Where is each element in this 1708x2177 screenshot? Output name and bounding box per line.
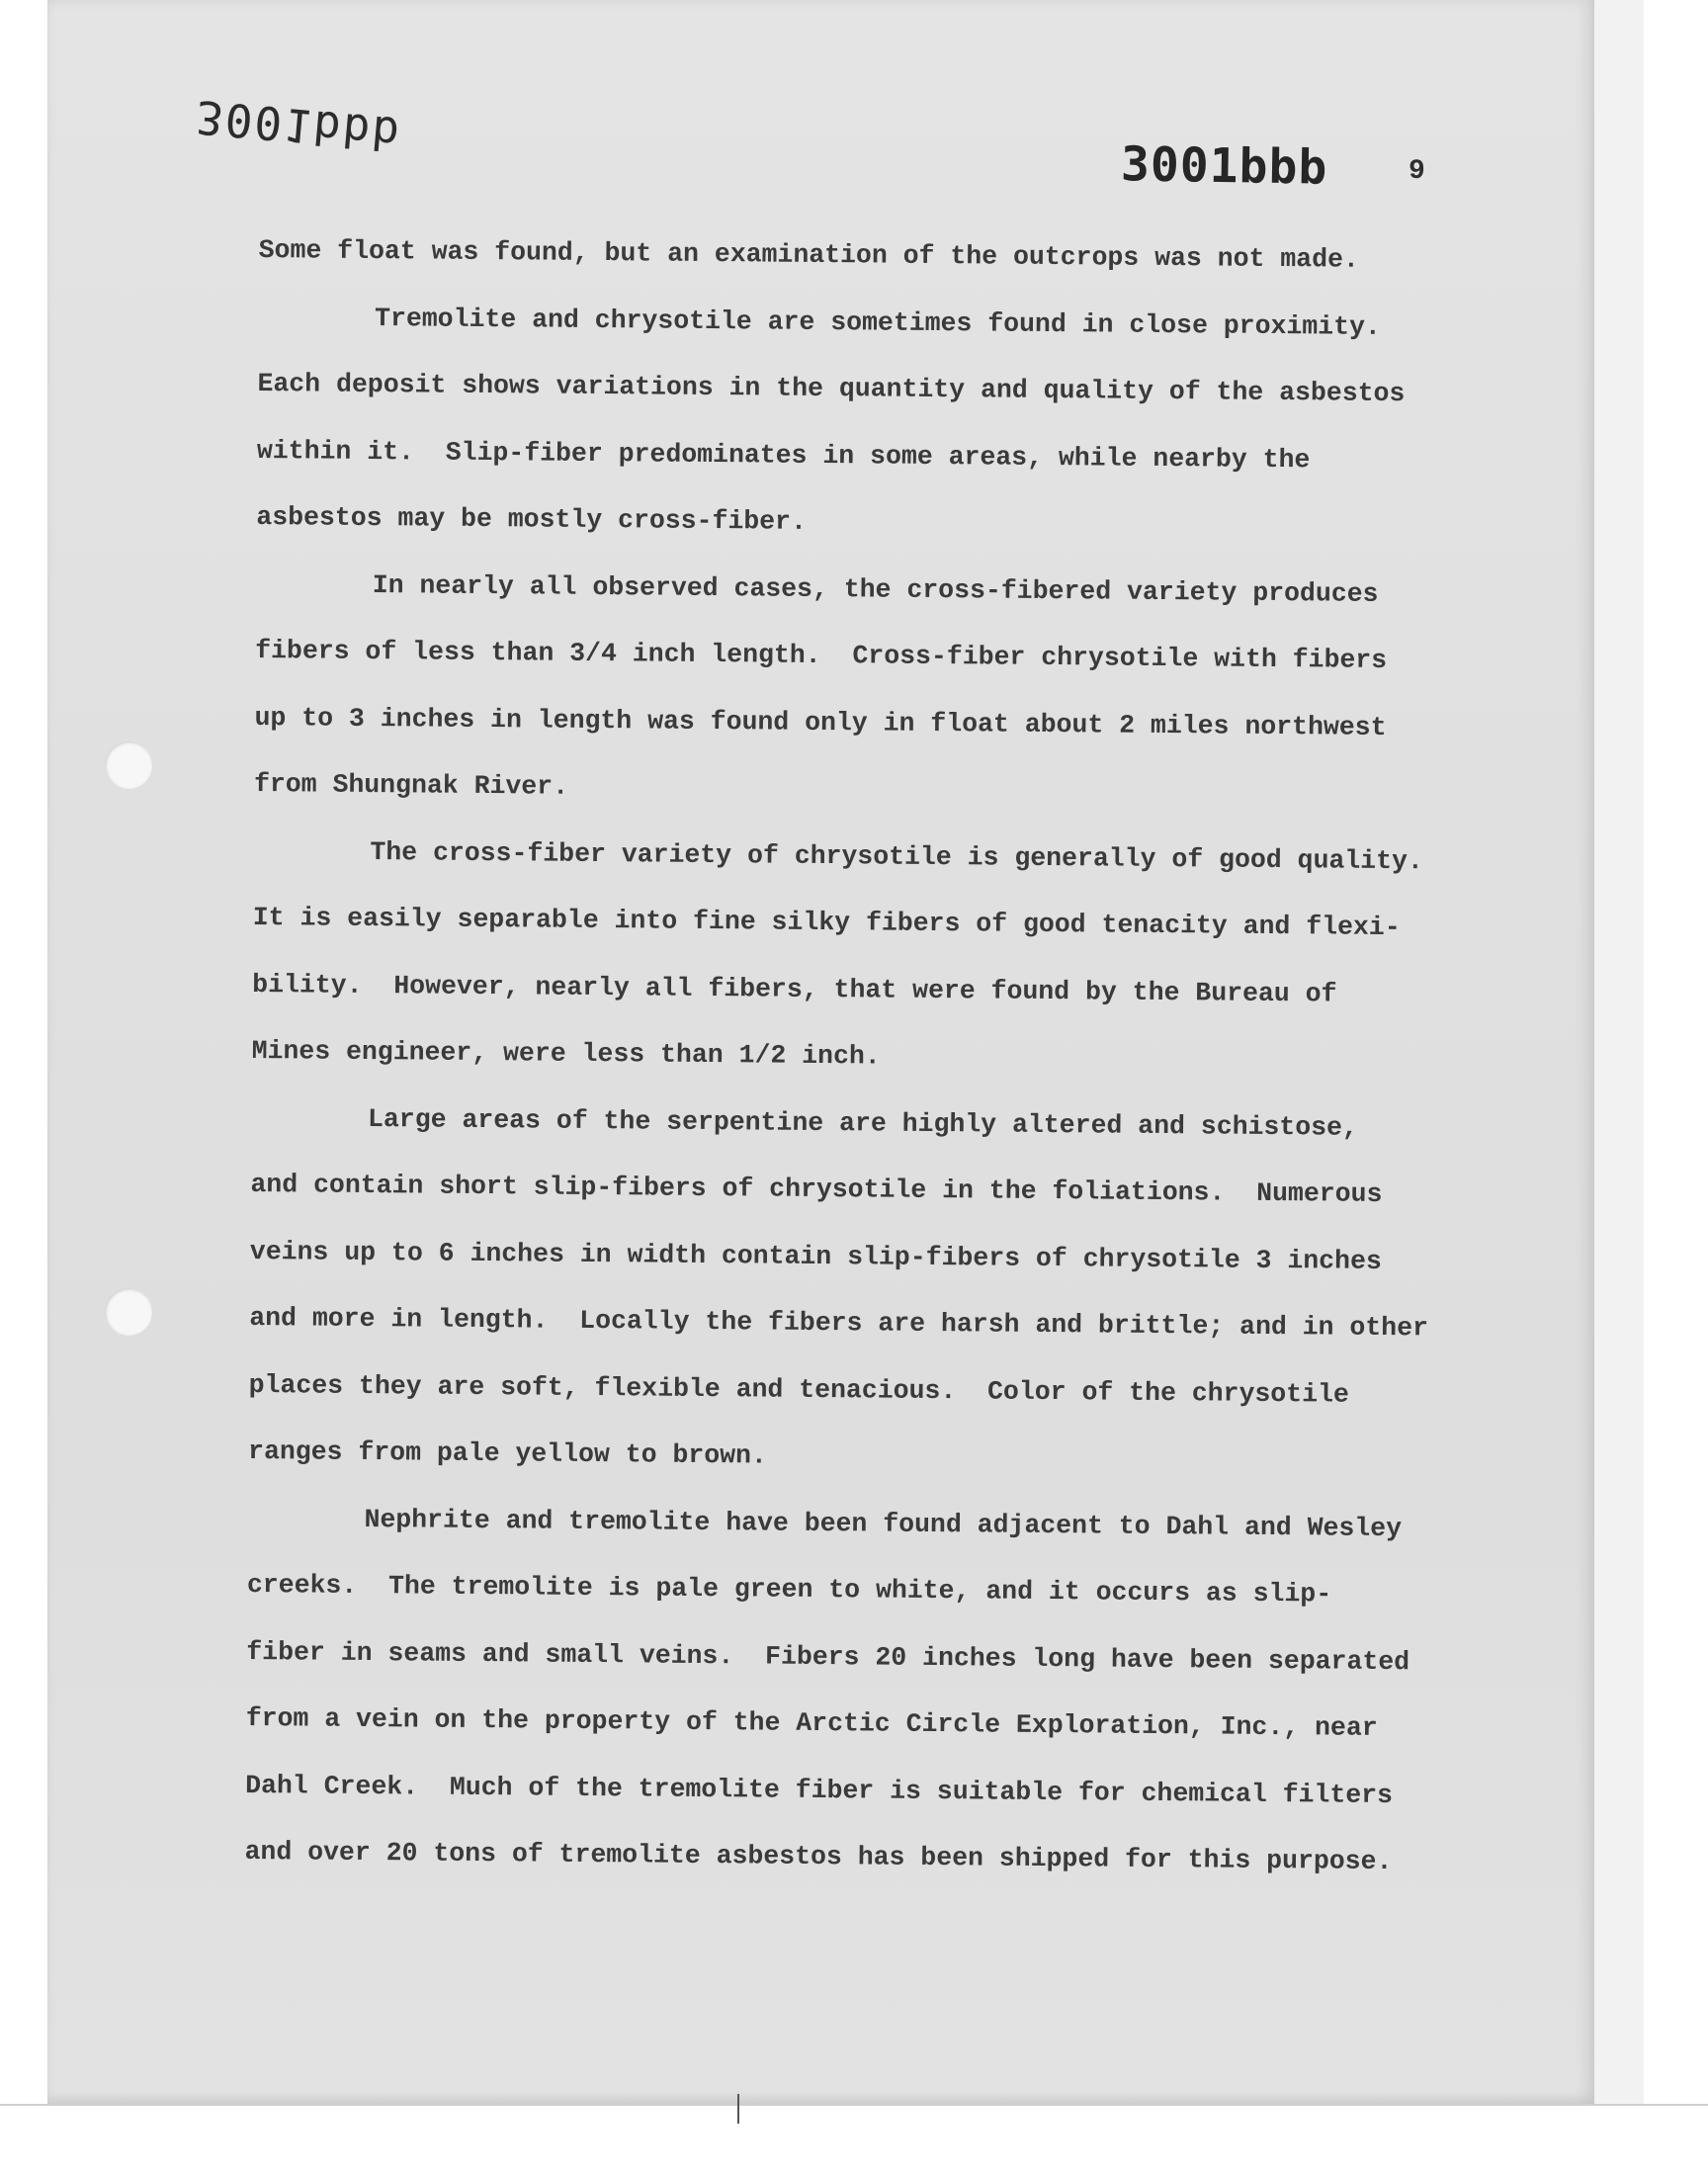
document-number-stamp: 3001bbb: [1120, 136, 1328, 196]
text-line: creeks. The tremolite is pale green to white, and it occurs as slip-: [246, 1569, 1332, 1610]
text-line: Each deposit shows variations in the quantity and quality of the asbestos: [257, 368, 1406, 409]
text-line: fiber in seams and small veins. Fibers 20 inches long have been separated: [246, 1636, 1410, 1677]
text-line: from a vein on the property of the Arctic Circle Exploration, Inc., near: [245, 1702, 1378, 1743]
paragraph-first-line: Tremolite and chrysotile are sometimes found in close proximity.: [374, 303, 1381, 342]
paragraph-first-line: Nephrite and tremolite have been found adjacent to Dahl and Wesley: [364, 1504, 1403, 1543]
text-line: and contain short slip-fibers of chrysotile in the foliations. Numerous: [250, 1169, 1383, 1209]
text-line: Dahl Creek. Much of the tremolite fiber is suitable for chemical filters: [245, 1770, 1394, 1810]
text-line: fibers of less than 3/4 inch length. Cross-fiber chrysotile with fibers: [255, 635, 1388, 675]
text-line: asbestos may be mostly cross-fiber.: [256, 501, 808, 537]
scan-margin-bottom: [0, 2104, 1708, 2177]
text-line: places they are soft, flexible and tenacious. Color of the chrysotile: [248, 1369, 1349, 1410]
paragraph-first-line: In nearly all observed cases, the cross-fibered variety produces: [372, 569, 1379, 609]
text-line: Some float was found, but an examination of the outcrops was not made.: [258, 234, 1359, 275]
paragraph-first-line: Large areas of the serpentine are highly altered and schistose,: [367, 1103, 1359, 1143]
text-line: veins up to 6 inches in width contain slip-fibers of chrysotile 3 inches: [249, 1236, 1382, 1276]
scan-edge-mark: [737, 2094, 739, 2124]
text-line: up to 3 inches in length was found only in float about 2 miles northwest: [254, 702, 1387, 742]
text-line: Mines engineer, were less than 1/2 inch.: [251, 1035, 881, 1072]
text-line: It is easily separable into fine silky fibers of good tenacity and flexi-: [252, 902, 1401, 943]
text-line: and over 20 tons of tremolite asbestos has been shipped for this purpose.: [244, 1836, 1393, 1877]
punch-hole: [105, 1288, 152, 1336]
paragraph-first-line: The cross-fiber variety of chrysotile is generally of good quality.: [370, 836, 1423, 876]
punch-hole: [105, 741, 152, 789]
text-line: within it. Slip-fiber predominates in some areas, while nearby the: [256, 435, 1311, 475]
text-line: ranges from pale yellow to brown.: [247, 1436, 768, 1471]
document-body: [244, 218, 1544, 1897]
scan-margin-right: [1594, 0, 1644, 2104]
mirrored-document-stamp: 3001bbb: [194, 90, 403, 161]
text-line: from Shungnak River.: [253, 768, 569, 802]
page-number: 9: [1409, 156, 1425, 187]
text-line: bility. However, nearly all fibers, that were found by the Bureau of: [252, 969, 1337, 1009]
text-line: and more in length. Locally the fibers are harsh and brittle; and in other: [249, 1302, 1429, 1344]
